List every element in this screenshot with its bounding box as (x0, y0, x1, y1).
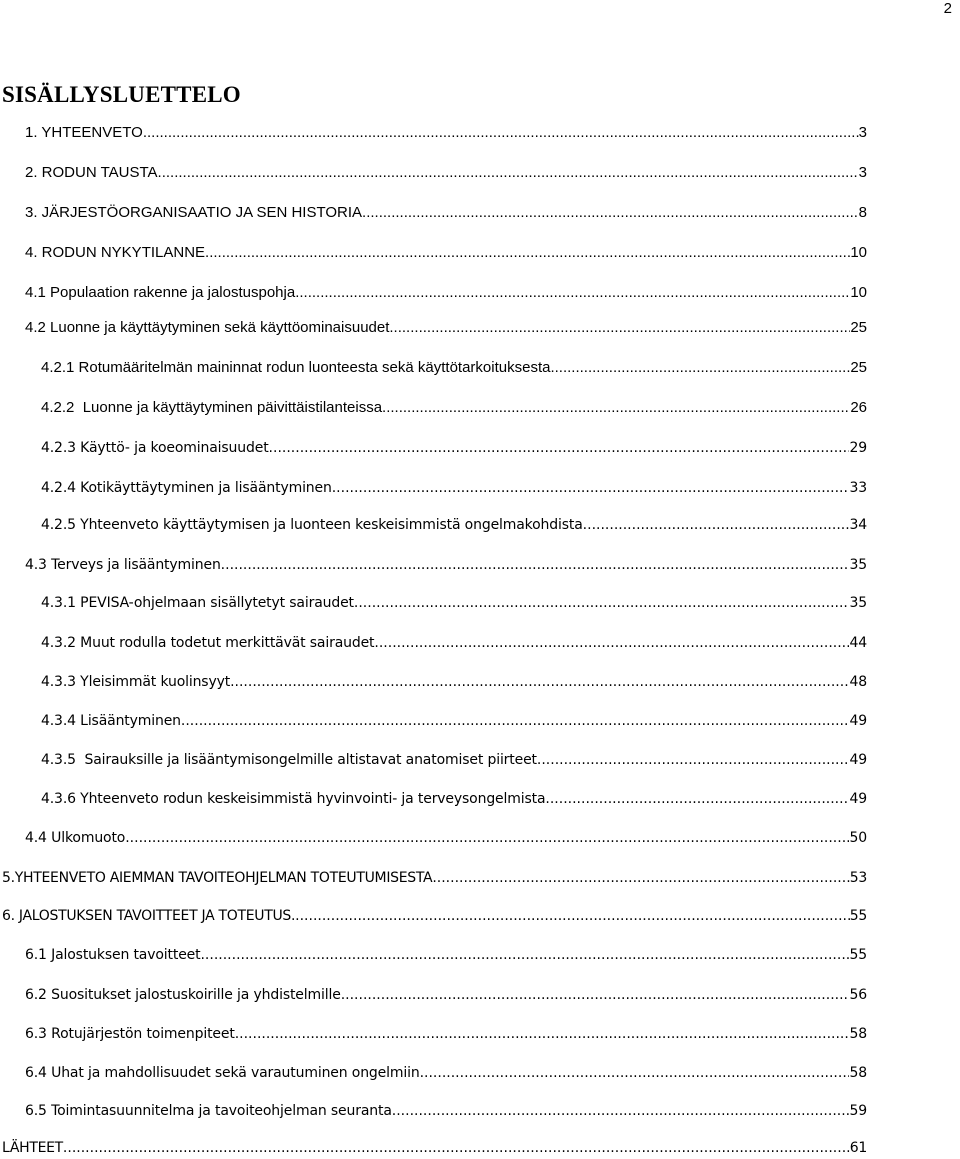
toc-leader-dots (63, 1137, 850, 1159)
toc-entry-page: 44 (849, 635, 867, 651)
toc-leader-dots (354, 592, 850, 614)
toc-leader-dots (332, 477, 850, 499)
toc-leader-dots (230, 671, 849, 693)
toc-entry[interactable] (41, 437, 867, 459)
toc-entry-label: LÄHTEET (2, 1140, 63, 1156)
toc-entry-page: 3 (858, 164, 867, 181)
toc-entry-page: 10 (850, 244, 867, 261)
toc-entry-label: 4.3.2 Muut rodulla todetut merkittävät sairaudet (41, 635, 375, 651)
toc-entry[interactable] (41, 671, 867, 693)
toc-entry-page: 33 (849, 480, 867, 496)
toc-entry-label: 4.1 Populaation rakenne ja jalostuspohja (25, 284, 296, 301)
page-number: 2 (943, 0, 952, 17)
toc-entry-page: 8 (858, 204, 867, 221)
toc-entry-label: 4.4 Ulkomuoto (25, 830, 126, 846)
toc-entry-page: 25 (850, 319, 867, 336)
toc-entry[interactable] (25, 984, 867, 1006)
toc-leader-dots (389, 317, 850, 339)
toc-entry[interactable] (25, 554, 867, 576)
toc-entry[interactable] (25, 1062, 867, 1084)
toc-leader-dots (235, 1023, 850, 1045)
toc-entry-label: 4.3.1 PEVISA-ohjelmaan sisällytetyt sairaudet (41, 595, 354, 611)
toc-entry[interactable] (41, 357, 867, 379)
toc-entry[interactable] (25, 317, 867, 339)
toc-entry-page: 50 (849, 830, 867, 846)
toc-entry-page: 56 (849, 987, 867, 1003)
toc-entry[interactable] (25, 282, 867, 304)
toc-entry-page: 35 (849, 595, 867, 611)
toc-entry-page: 55 (849, 908, 867, 924)
toc-leader-dots (550, 357, 850, 379)
toc-leader-dots (583, 514, 850, 536)
toc-entry-label: 1. YHTEENVETO (25, 124, 143, 141)
toc-entry[interactable] (25, 1100, 867, 1122)
toc-entry-page: 61 (849, 1140, 867, 1156)
toc-entry[interactable] (25, 242, 867, 264)
toc-entry[interactable] (41, 397, 867, 419)
toc-entry[interactable] (41, 477, 867, 499)
toc-entry-label: 4.2.4 Kotikäyttäytyminen ja lisääntyminen (41, 480, 332, 496)
toc-leader-dots (392, 1100, 850, 1122)
toc-leader-dots (125, 827, 849, 849)
toc-entry-page: 58 (849, 1026, 867, 1042)
toc-leader-dots (158, 162, 859, 184)
toc-entry-page: 53 (849, 870, 867, 886)
toc-leader-dots (181, 710, 850, 732)
toc-leader-dots (205, 242, 850, 264)
toc-entry-label: 4.3.3 Yleisimmät kuolinsyyt (41, 674, 231, 690)
toc-entry-page: 34 (849, 517, 867, 533)
toc-leader-dots (362, 202, 859, 224)
toc-leader-dots (341, 984, 850, 1006)
toc-entry-label: 6.2 Suositukset jalostuskoirille ja yhdistelmille (25, 987, 341, 1003)
toc-entry-page: 49 (849, 713, 867, 729)
toc-entry[interactable] (41, 592, 867, 614)
toc-entry-label: 3. JÄRJESTÖORGANISAATIO JA SEN HISTORIA (25, 204, 363, 221)
toc-entry-page: 3 (858, 124, 867, 141)
toc-entry[interactable] (25, 827, 867, 849)
toc-leader-dots (382, 397, 850, 419)
toc-leader-dots (295, 282, 850, 304)
toc-entry-label: 4.3 Terveys ja lisääntyminen (25, 557, 221, 573)
toc-entry-page: 26 (850, 399, 867, 416)
toc-entry-page: 29 (849, 440, 867, 456)
toc-entry-label: 4.2.5 Yhteenveto käyttäytymisen ja luonteen keskeisimmistä ongelmakohdista (41, 517, 583, 533)
toc-entry[interactable] (41, 632, 867, 654)
toc-entry-label: 6.1 Jalostuksen tavoitteet (25, 947, 201, 963)
toc-entry-label: 4.3.6 Yhteenveto rodun keskeisimmistä hyvinvointi- ja terveysongelmista (41, 791, 546, 807)
toc-entry-label: 4.2.2 Luonne ja käyttäytyminen päivittäistilanteissa (41, 399, 383, 416)
toc-leader-dots (432, 867, 849, 889)
toc-entry[interactable] (25, 162, 867, 184)
toc-leader-dots (143, 122, 859, 144)
toc-entry-page: 55 (849, 947, 867, 963)
toc-entry[interactable] (2, 1137, 867, 1159)
toc-entry-page: 49 (849, 791, 867, 807)
toc-entry-page: 48 (849, 674, 867, 690)
toc-entry-page: 35 (849, 557, 867, 573)
toc-entry[interactable] (41, 710, 867, 732)
toc-entry[interactable] (41, 514, 867, 536)
toc-entry[interactable] (2, 905, 867, 927)
toc-leader-dots (420, 1062, 850, 1084)
toc-entry[interactable] (41, 749, 867, 771)
toc-entry[interactable] (25, 122, 867, 144)
toc-entry-label: 4. RODUN NYKYTILANNE (25, 244, 206, 261)
toc-leader-dots (269, 437, 850, 459)
toc-entry[interactable] (2, 867, 867, 889)
toc-entry-label: 5.YHTEENVETO AIEMMAN TAVOITEOHJELMAN TOTEUTUMISESTA (2, 870, 433, 886)
toc-entry-label: 4.2.3 Käyttö- ja koeominaisuudet (41, 440, 269, 456)
toc-entry-page: 25 (850, 359, 867, 376)
toc-entry-label: 6.3 Rotujärjestön toimenpiteet (25, 1026, 235, 1042)
toc-entry[interactable] (41, 788, 867, 810)
toc-entry-label: 4.3.4 Lisääntyminen (41, 713, 181, 729)
toc-leader-dots (200, 944, 849, 966)
toc-entry-label: 4.2.1 Rotumääritelmän maininnat rodun luonteesta sekä käyttötarkoituksesta (41, 359, 551, 376)
toc-entry-page: 10 (850, 284, 867, 301)
toc-entry-page: 49 (849, 752, 867, 768)
toc-entry-label: 4.3.5 Sairauksille ja lisääntymisongelmille altistavat anatomiset piirteet (41, 752, 537, 768)
toc-entry-page: 58 (849, 1065, 867, 1081)
toc-entry-label: 4.2 Luonne ja käyttäytyminen sekä käyttöominaisuudet (25, 319, 390, 336)
toc-entry-label: 2. RODUN TAUSTA (25, 164, 158, 181)
toc-leader-dots (545, 788, 849, 810)
toc-leader-dots (374, 632, 849, 654)
toc-entry[interactable] (25, 1023, 867, 1045)
toc-entry-label: 6.4 Uhat ja mahdollisuudet sekä varautuminen ongelmiin (25, 1065, 420, 1081)
toc-leader-dots (537, 749, 850, 771)
toc-leader-dots (221, 554, 850, 576)
toc-entry-label: 6.5 Toimintasuunnitelma ja tavoiteohjelman seuranta (25, 1103, 392, 1119)
toc-title: SISÄLLYSLUETTELO (2, 82, 241, 107)
toc-entry[interactable] (25, 944, 867, 966)
toc-leader-dots (295, 905, 850, 927)
toc-entry-label: 6. JALOSTUKSEN TAVOITTEET JA TOTEUTUS. (2, 908, 296, 924)
toc-entry-page: 59 (849, 1103, 867, 1119)
toc-entry[interactable] (25, 202, 867, 224)
